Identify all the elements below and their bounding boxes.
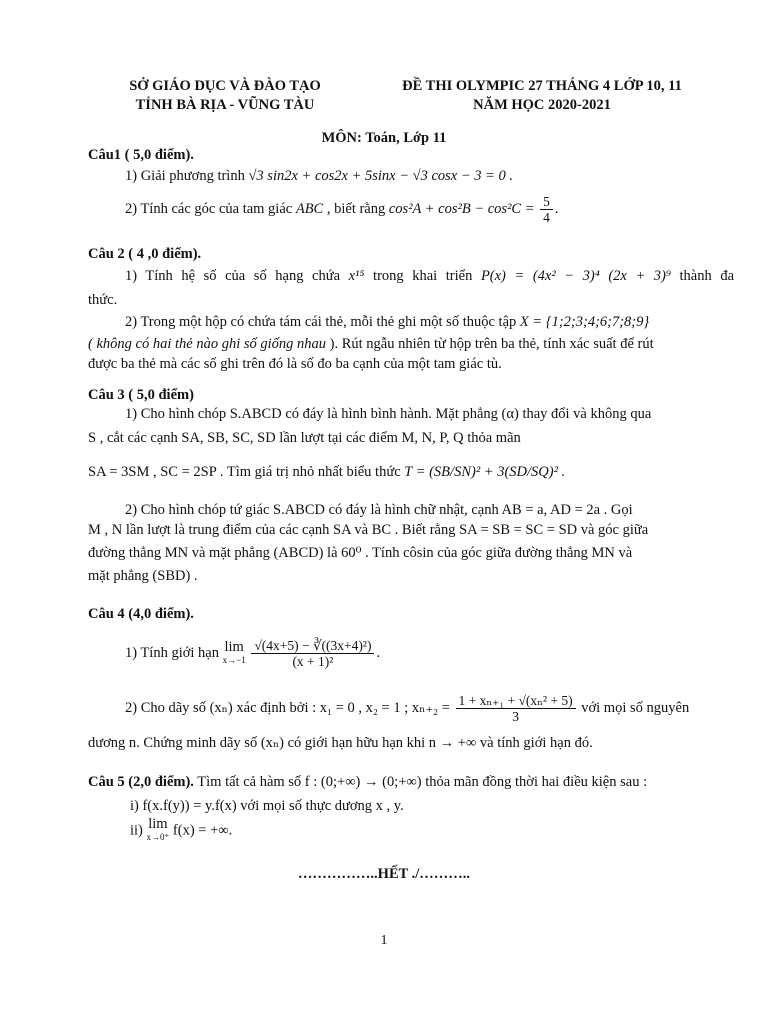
q2-part1: 1) Tính hệ số của số hạng chứa x¹⁵ trong khai triển P(x) = (4x² − 3)⁴ (2x + 3)⁹ thành đa [125, 268, 735, 284]
q2-set: X = {1;2;3;4;6;7;8;9} [519, 314, 650, 330]
q3-title: Câu 3 ( 5,0 điểm) [88, 387, 194, 403]
q2-part1-cont: thức. [88, 292, 118, 308]
q5-condition-ii: ii) lim x→0⁺ f(x) = +∞. [130, 816, 233, 842]
q5-condition-i: i) f(x.f(y)) = y.f(x) với mọi số thực dương x , y. [130, 798, 404, 814]
q4-part1: 1) Tính giới hạn lim x→−1 $\frac{\text{√(4x+5) − ∛((3x+4)²)}}{\text{(x + 1)²}}$ . [125, 638, 381, 669]
q3-part2-line2: M , N lần lượt là trung điểm của các cạnh SA và BC . Biết rằng SA = SB = SC = SD và góc giữa [88, 522, 649, 538]
q2-part2-cont1: ( không có hai thẻ nào ghi số giống nhau ). Rút ngẫu nhiên từ hộp trên ba thẻ, tính xác suất để rút [88, 336, 654, 352]
q1-equation: √3 sin2x + cos2x + 5sinx − √3 cosx − 3 = 0 . [248, 168, 514, 184]
q5-limit: lim x→0⁺ [146, 816, 170, 842]
q1-title: Câu1 ( 5,0 điểm). [88, 147, 194, 163]
q3-part1-line3: SA = 3SM , SC = 2SP . Tìm giá trị nhỏ nhất biểu thức T = (SB/SN)² + 3(SD/SQ)² . [88, 464, 566, 480]
q4-limit: lim x→−1 [222, 638, 246, 665]
subject-title: MÔN: Toán, Lớp 11 [321, 130, 447, 146]
q2-title: Câu 2 ( 4 ,0 điểm). [88, 246, 202, 262]
header-left [100, 77, 350, 115]
province-name: TỈNH BÀ RỊA - VŨNG TÀU [135, 97, 315, 113]
q3-part2-line3: đường thẳng MN và mặt phẳng (ABCD) là 60⁰ . Tính côsin của góc giữa đường thẳng MN và [88, 545, 633, 561]
end-marker: ……………..HẾT ./……….. [297, 866, 471, 882]
q3-part1-line2: S , cắt các cạnh SA, SB, SC, SD lần lượt tại các điểm M, N, P, Q thỏa mãn [88, 430, 521, 446]
q4-limit-fraction: $\frac{\text{√(4x+5) − ∛((3x+4)²)}}{\text{(x + 1)²}}$ [251, 638, 374, 669]
q5-line: Câu 5 (2,0 điểm). Tìm tất cả hàm số f : (0;+∞) → (0;+∞) thỏa mãn đồng thời hai điều kiện sau : [88, 774, 648, 790]
q2-part2-cont2: được ba thẻ mà các số ghi trên đó là số đo ba cạnh của một tam giác tù. [88, 356, 502, 372]
q1-part2: 2) Tính các góc của tam giác ABC , biết rằng cos²A + cos²B − cos²C = $\frac{5}{4}$ . [125, 194, 559, 225]
q4-title: Câu 4 (4,0 điểm). [88, 606, 194, 622]
q3-part2-line1: 2) Cho hình chóp tứ giác S.ABCD có đáy là hình chữ nhật, cạnh AB = a, AD = 2a . Gọi [125, 502, 633, 518]
page-number: 1 [380, 933, 388, 948]
q2-part2: 2) Trong một hộp có chứa tám cái thẻ, mỗi thẻ ghi một số thuộc tập X = {1;2;3;4;6;7;8;9} [125, 314, 650, 330]
q3-part2-line4: mặt phẳng (SBD) . [88, 568, 198, 584]
q4-recurrence-fraction: $\frac{\text{1 + xₙ₊₁ + √(xₙ² + 5)}}{3}$ [456, 693, 576, 724]
q4-part2-cont: dương n. Chứng minh dãy số (xₙ) có giới hạn hữu hạn khi n → +∞ và tính giới hạn đó. [88, 735, 593, 751]
q1-part1: 1) Giải phương trình √3 sin2x + cos2x + 5sinx − √3 cosx − 3 = 0 . [125, 168, 514, 184]
header-right [372, 77, 712, 115]
exam-title: ĐỀ THI OLYMPIC 27 THÁNG 4 LỚP 10, 11 [402, 78, 682, 94]
q3-expression: T = (SB/SN)² + 3(SD/SQ)² . [404, 464, 566, 480]
department-name: SỞ GIÁO DỤC VÀ ĐÀO TẠO [129, 78, 321, 94]
school-year: NĂM HỌC 2020-2021 [473, 97, 611, 113]
q2-expansion: P(x) = (4x² − 3)⁴ (2x + 3)⁹ [480, 268, 671, 284]
q4-part2: 2) Cho dãy số (xₙ) xác định bởi : x₁ = 0 , x₂ = 1 ; xₙ₊₂ = $\frac{\text{1 + xₙ₊₁ + √(xₙ² + 5)}}{3}$ với mọi số nguyên [125, 693, 690, 724]
q3-part1-line1: 1) Cho hình chóp S.ABCD có đáy là hình bình hành. Mặt phẳng (α) thay đổi và không qua [125, 406, 652, 422]
q1-fraction: $\frac{5}{4}$ [540, 194, 553, 225]
